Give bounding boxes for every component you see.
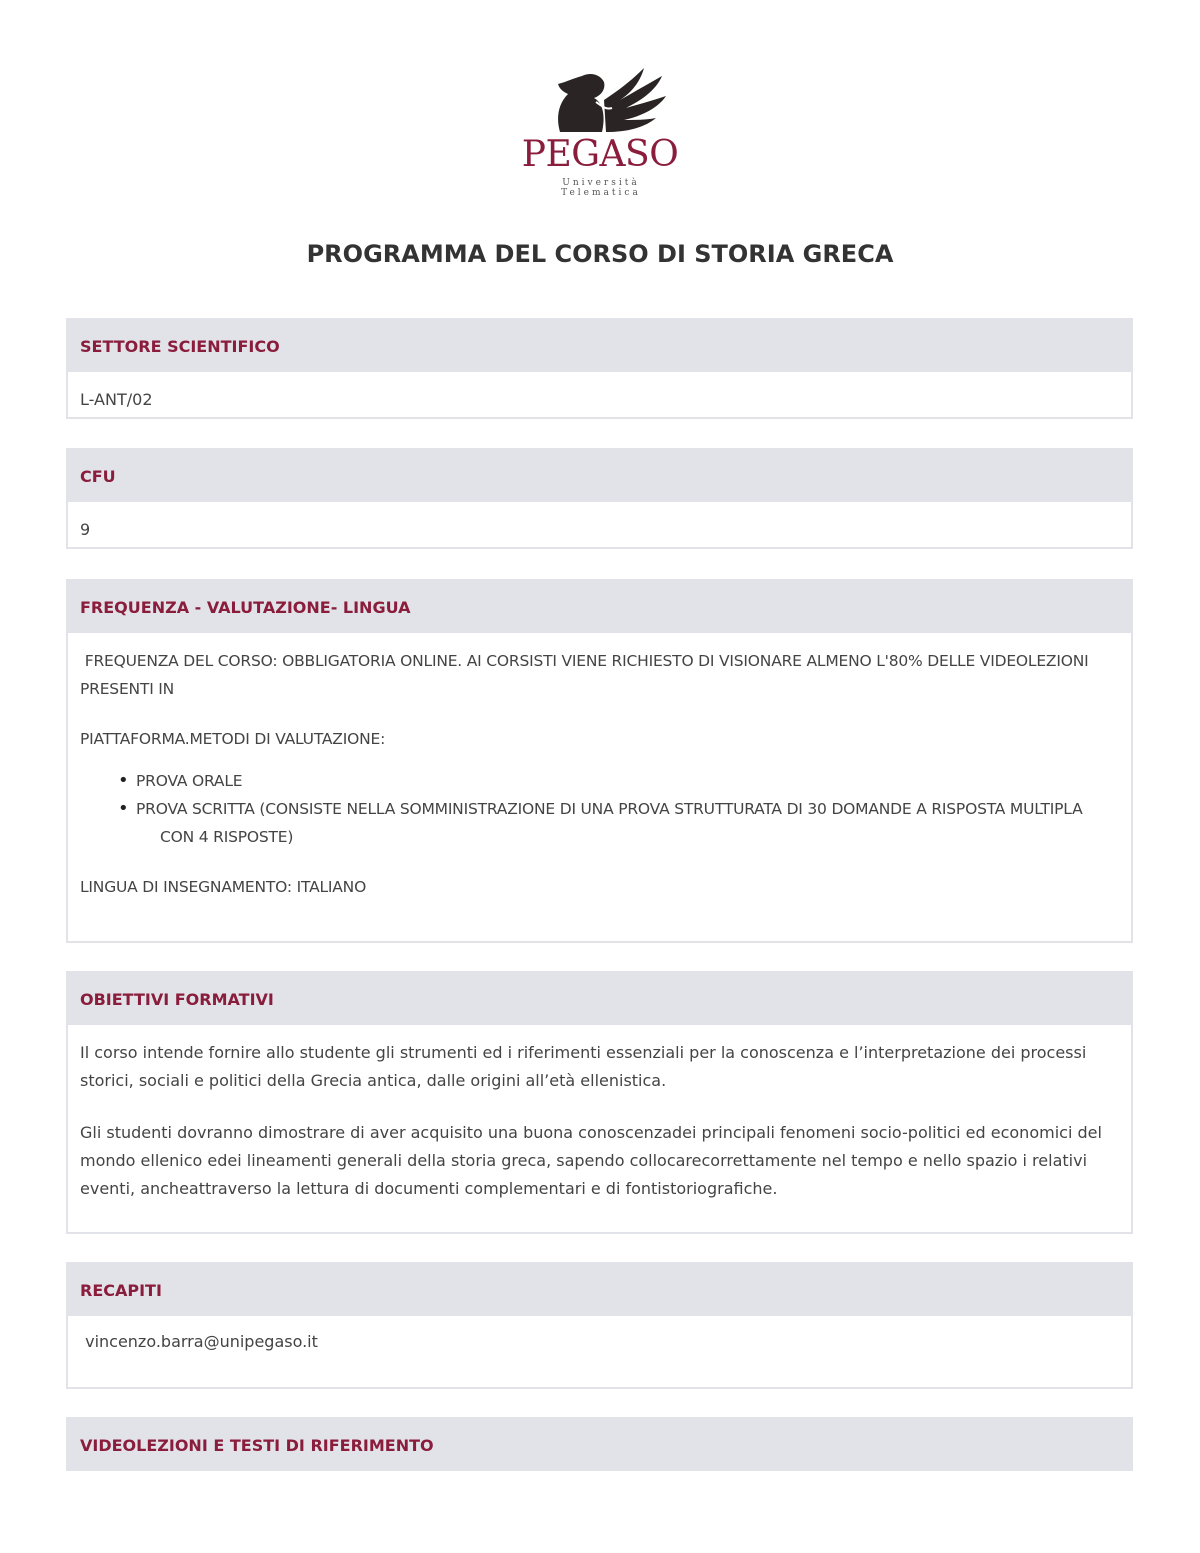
section-heading: VIDEOLEZIONI E TESTI DI RIFERIMENTO <box>68 1419 1131 1471</box>
logo-subtitle: Università Telematica <box>561 178 641 198</box>
section-body <box>68 1316 1131 1370</box>
section-heading: OBIETTIVI FORMATIVI <box>68 973 1131 1025</box>
section-cfu <box>66 448 1133 549</box>
contact-email[interactable]: vincenzo.barra@unipegaso.it <box>80 1332 318 1351</box>
section-heading: RECAPITI <box>68 1264 1131 1316</box>
page-title: PROGRAMMA DEL CORSO DI STORIA GRECA <box>306 240 894 268</box>
section-recapiti <box>66 1262 1133 1389</box>
pegaso-logo <box>520 62 690 198</box>
section-text: L-ANT/02 <box>80 390 153 409</box>
logo-wordmark: PEGASO <box>521 134 679 175</box>
section-heading: CFU <box>68 450 1131 502</box>
objectives-paragraph: Gli studenti dovranno dimostrare di aver acquisito una buona conoscenzadei principali fenomeni socio-politici ed economici del mondo ellenico edei lineamenti generali della storia greca, sapendo collocarecorrettamente nel tempo e nello spazio i relativi eventi, ancheattraverso la lettura di documenti complementari e di fontistoriografiche. <box>80 1123 1102 1198</box>
section-body <box>68 1025 1131 1217</box>
section-text: 9 <box>80 520 91 539</box>
section-frequenza <box>66 579 1133 943</box>
list-item: • PROVA ORALE <box>80 767 1119 795</box>
section-obiettivi-formativi <box>66 971 1133 1234</box>
evaluation-list <box>80 767 1119 851</box>
section-heading: SETTORE SCIENTIFICO <box>68 320 1131 372</box>
section-body <box>68 502 1131 558</box>
evaluation-heading: PIATTAFORMA.METODI DI VALUTAZIONE: <box>80 730 386 748</box>
language-text: LINGUA DI INSEGNAMENTO: ITALIANO <box>80 878 367 896</box>
frequency-text: FREQUENZA DEL CORSO: OBBLIGATORIA ONLINE. AI CORSISTI VIENE RICHIESTO DI VISIONARE ALMENO L'80% DELLE VIDEOLEZIONI PRESENTI IN <box>80 652 1094 698</box>
section-heading: FREQUENZA - VALUTAZIONE- LINGUA <box>68 581 1131 633</box>
section-videolezioni <box>66 1417 1133 1471</box>
section-settore-scientifico <box>66 318 1133 419</box>
list-item: • PROVA SCRITTA (CONSISTE NELLA SOMMINISTRAZIONE DI UNA PROVA STRUTTURATA DI 30 DOMANDE A RISPOSTA MULTIPLA CON 4 RISPOSTE) <box>80 795 1119 851</box>
section-body <box>68 633 1131 915</box>
section-body <box>68 372 1131 428</box>
pegasus-icon <box>520 62 680 134</box>
objectives-paragraph: Il corso intende fornire allo studente gli strumenti ed i riferimenti essenziali per la conoscenza e l’interpretazione dei processi storici, sociali e politici della Grecia antica, dalle origini all’età ellenistica. <box>80 1043 1087 1090</box>
